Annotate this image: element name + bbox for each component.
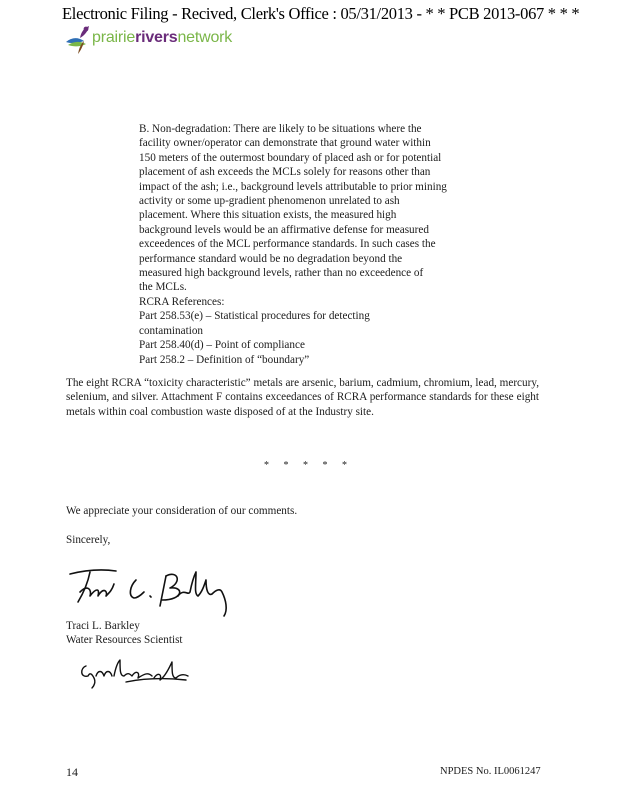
- npdes-number: NPDES No. IL0061247: [440, 766, 541, 777]
- toxicity-metals-paragraph: The eight RCRA “toxicity characteristic” metals are arsenic, barium, cadmium, chromium, lead, mercury, selenium, and silver. Attachment F contains exceedances of RCRA performance standards for these eight metals within coal combustion waste disposed of at the Industry site.: [66, 377, 539, 418]
- text-line: facility owner/operator can demonstrate that ground water within: [139, 137, 431, 150]
- signature-traci-barkley: [66, 562, 246, 618]
- page-number: 14: [66, 765, 78, 779]
- section-b-non-degradation: [139, 122, 499, 367]
- text-line: placement of ash exceeds the MCLs solely for reasons other than: [139, 166, 431, 179]
- reference-line: Part 258.53(e) – Statistical procedures for detecting: [139, 310, 370, 323]
- text-line: exceedences of the MCL performance standards. In such cases the: [139, 238, 436, 251]
- text-line: activity or some up-gradient phenomenon unrelated to ash: [139, 195, 400, 208]
- text-line: measured high background levels, rather than no exceedence of: [139, 267, 424, 280]
- leaf-person-icon: [64, 24, 94, 54]
- logo-wordmark: [92, 29, 232, 47]
- text-line: the MCLs.: [139, 281, 187, 294]
- section-separator: * * * * *: [264, 460, 353, 471]
- text-line: impact of the ash; i.e., background levels attributable to prior mining: [139, 180, 447, 193]
- text-line: background levels would be an affirmative defense for measured: [139, 223, 429, 236]
- prairie-rivers-network-logo: [64, 24, 254, 58]
- filing-stamp: Electronic Filing - Recived, Clerk's Office : 05/31/2013 - * * PCB 2013-067 * * *: [62, 4, 580, 23]
- text-line: B. Non-degradation: There are likely to be situations where the: [139, 123, 422, 135]
- appreciation-line: We appreciate your consideration of our comments.: [66, 505, 298, 517]
- signatory-title: Water Resources Scientist: [66, 634, 183, 646]
- initials-signature: [76, 656, 196, 692]
- rcra-references-title: RCRA References:: [139, 295, 225, 308]
- signatory-name: Traci L. Barkley: [66, 620, 140, 632]
- logo-text-rivers: rivers: [135, 29, 178, 46]
- logo-text-prairie: prairie: [92, 29, 136, 46]
- text-line: placement. Where this situation exists, the measured high: [139, 209, 397, 222]
- reference-line: Part 258.40(d) – Point of compliance: [139, 339, 305, 352]
- sincerely-line: Sincerely,: [66, 534, 111, 546]
- logo-text-network: network: [177, 29, 233, 46]
- reference-line: Part 258.2 – Definition of “boundary”: [139, 353, 310, 366]
- text-line: 150 meters of the outermost boundary of placed ash or for potential: [139, 151, 442, 164]
- reference-line: contamination: [139, 324, 204, 337]
- text-line: performance standard would be no degradation beyond the: [139, 252, 403, 265]
